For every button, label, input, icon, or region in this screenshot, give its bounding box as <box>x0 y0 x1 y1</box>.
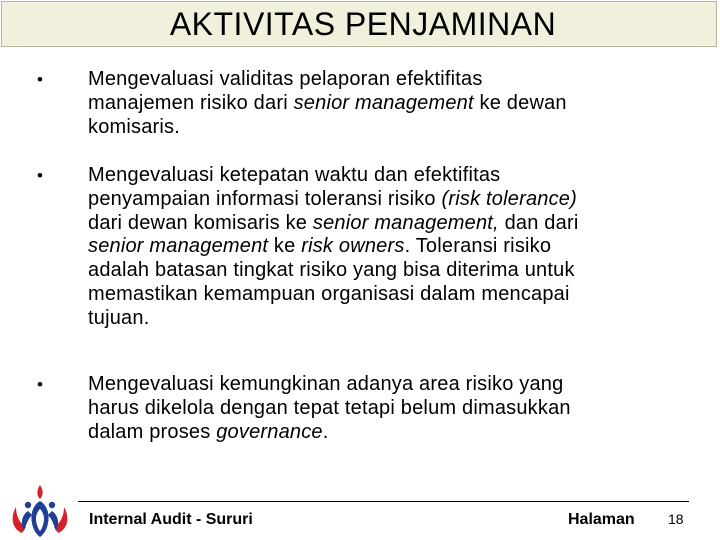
bullet-line <box>88 116 678 140</box>
bullet-text <box>88 68 678 139</box>
text-run: harus dikelola dengan tepat tetapi belum dimasukkan <box>88 396 571 419</box>
bullet-line <box>88 259 678 283</box>
bullet-line <box>88 421 678 445</box>
text-run: Mengevaluasi validitas pelaporan efektifitas <box>88 68 483 90</box>
bullet-line <box>88 397 678 421</box>
bullet-marker: • <box>37 166 43 185</box>
text-run: ke dewan <box>473 91 567 114</box>
text-run: . <box>322 420 329 443</box>
bullet-marker: • <box>37 70 43 89</box>
bullet-text <box>88 373 678 444</box>
footer-divider <box>78 501 689 502</box>
text-run: memastikan kemampuan organisasi dalam mencapai <box>88 282 570 305</box>
bullet-line <box>88 68 678 92</box>
text-run: Mengevaluasi kemungkinan adanya area risiko yang <box>88 373 564 395</box>
bullet-text <box>88 164 678 331</box>
text-run: manajemen risiko dari <box>88 91 294 114</box>
text-run: tujuan. <box>88 306 150 329</box>
bullet-line <box>88 92 678 116</box>
text-run: . Toleransi risiko <box>404 235 552 258</box>
bullet-line <box>88 164 678 188</box>
title-bar <box>1 1 717 47</box>
italic-term: senior management <box>88 235 269 258</box>
page-number: 18 <box>668 511 684 527</box>
text-run: dan dari <box>498 211 579 234</box>
italic-term: (risk tolerance) <box>441 187 577 210</box>
text-run: dari dewan komisaris ke <box>88 211 313 234</box>
text-run: ke <box>268 235 302 258</box>
flame-figures-logo-icon <box>6 483 74 539</box>
italic-term: senior management, <box>312 211 499 234</box>
text-run: dalam proses <box>88 420 217 443</box>
bullet-marker: • <box>37 375 43 394</box>
text-run: adalah batasan tingkat risiko yang bisa diterima untuk <box>88 259 575 282</box>
italic-term: senior management <box>293 91 474 114</box>
bullet-line <box>88 283 678 307</box>
bullet-line <box>88 307 678 331</box>
footer-page-label: Halaman <box>568 511 635 528</box>
text-run: Mengevaluasi ketepatan waktu dan efektifitas <box>88 164 501 186</box>
footer-author: Internal Audit - Sururi <box>89 511 253 528</box>
text-run: komisaris. <box>88 115 181 138</box>
bullet-line <box>88 188 678 212</box>
slide-title: AKTIVITAS PENJAMINAN <box>169 5 557 42</box>
text-run: penyampaian informasi toleransi risiko <box>88 187 442 210</box>
italic-term: risk owners <box>301 235 405 258</box>
bullet-line <box>88 235 678 259</box>
bullet-line <box>88 373 678 397</box>
italic-term: governance <box>216 420 323 443</box>
bullet-line <box>88 212 678 236</box>
